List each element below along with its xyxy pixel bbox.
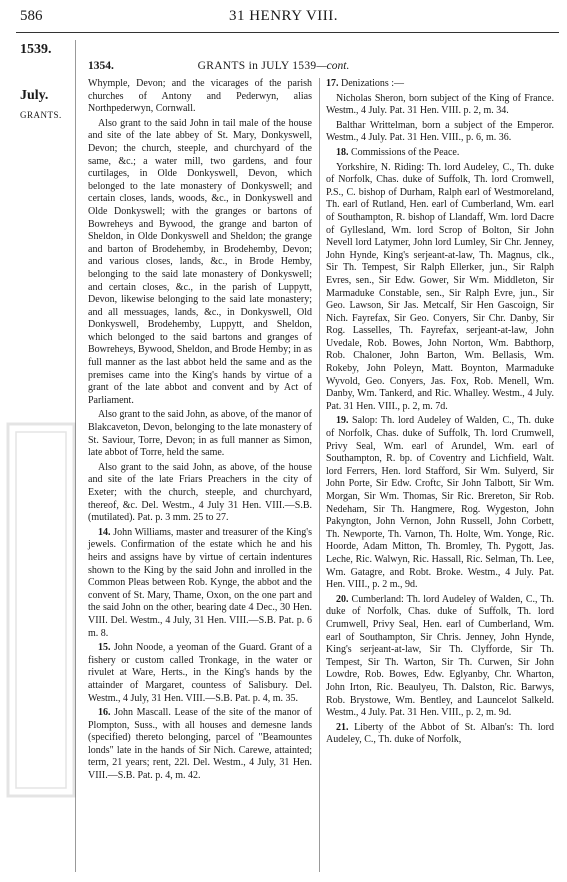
section-number: 1354.: [88, 60, 114, 72]
paragraph-text: John Noode, a yeoman of the Guard. Grant of a fishery or custom called Tronkage, in the water or rivulet at Ware, Herts., in the King's hands by the attainder of Margaret, countess of Salisbury. Del. Westm., 4 July, 31 Hen. VIII.—S.B. Pat. p. 4, m. 35.: [88, 642, 312, 704]
paragraph: [88, 409, 312, 459]
entry-paragraph: [88, 642, 312, 705]
paragraph-text: Commissions of the Peace.: [351, 146, 460, 158]
paragraph-text: John Mascall. Lease of the site of the manor of Plompton, Suss., with all houses and demesne lands (specified) thereto belonging, parcel of "Beamountes londs" late in the hands of Sir Nich. Carewe, attainted; term, 21 years; rent, 22l. Del. Westm., 4 July, 31 Hen. VIII.—S.B. Pat. p. 4, m. 42.: [88, 707, 312, 782]
paragraph-text: Balthar Writtelman, born a subject of the Emperor. Westm., 4 July. Pat. 31 Hen. VIII., p. 6, m. 36.: [326, 119, 554, 144]
entry-paragraph: [326, 147, 554, 160]
right-column: [326, 78, 554, 747]
paragraph-text: Salop: Th. lord Audeley of Walden, C., Th. duke of Norfolk, Chas. duke of Suffolk, Th. lord Crumwell, Privy Seal, Wm. earl of Arundel, Wm. earl of Southampton, R. bp. of Coventry and Lichfield, Walt. lord Ferrers, Hen. lord Stafford, Sir Wm. Sulyerd, Sir John Porte, Sir Edw. Croftc, Sir John Talbott, Sir Wm. Morgan, Sir Wm. Thomas, Sir Ric. Brereton, Sir Rob. Nedeham, Sir Th. Hangmere, Rog. Wygeston, John Pakyngton, John Vernon, John Russell, John Corbett, Th. Newporte, Th. Varnon, Th. Holte, Wm. Yonge, Ric. Hoorde, Adam Mitton, Th. Bromley, Th. Pygott, Jas. Leche, Ric. Walwyn, Ric. Hassall, Ric. Selman, Th. Lee, Wm. Gatagre, and Robt. Broke. Westm., 4 July. Pat. Hen. VIII., p. 2 m., 9d.: [326, 415, 554, 591]
section-suffix: —cont.: [316, 60, 350, 72]
entry-number: 18.: [336, 146, 349, 158]
running-head: 31 HENRY VIII.: [228, 8, 339, 24]
paragraph: [88, 78, 312, 116]
margin-year: 1539.: [20, 42, 52, 57]
paragraph-text: Cumberland: Th. lord Audeley of Walden, C., Th. duke of Norfolk, Chas. duke of Suffolk, Th. lord Crumwell, Privy Seal, Hen. earl of Cumberland, Wm. earl of Southampton, Sir Chris. Jenney, John Hynde, King's serjeant-at-law, Sir Th. Clyfforde, Sir Th. Tempest, Sir Th. Warton, Sir Th. Curwen, Sir John Lowdre, Rob. Bowes, Edw. Eglyanby, Chr. Wharton, John Irton, Ric. Beaulyeu, Th. Dalston, Ric. Barwys, Rob. Brystowe, Wm. Bentley, and Launcelot Salkeld. Westm., 4 July. Pat. 31 Hen. VIII., p. 2, m. 9d.: [326, 593, 554, 719]
paragraph-text: Whymple, Devon; and the vicarages of the parish churches of Antony and Pederwyn, alias Northpederwyn, Cornwall.: [88, 78, 312, 115]
section-title: GRANTS in JULY 1539: [197, 60, 317, 72]
section-heading: [88, 60, 558, 72]
entry-number: 17.: [326, 78, 339, 89]
entry-number: 14.: [98, 526, 111, 538]
entry-paragraph: [326, 722, 554, 747]
watermark-stamp: [2, 420, 80, 800]
paragraph: [326, 120, 554, 145]
paragraph-text: Also grant to the said John, as above, of the house and site of the late Friars Preachers in the city of Exeter; with the church, steeple, and churchyard, thereof, &c. Del. Westm., 4 July 31 Hen. VIII.—S.B. (mutilated). Pat. p. 3 mm. 25 to 27.: [88, 461, 312, 524]
paragraph-text: Liberty of the Abbot of St. Alban's: Th. lord Audeley, C., Th. duke of Norfolk,: [326, 721, 555, 746]
entry-number: 20.: [336, 593, 349, 605]
paragraph-text: Also grant to the said John in tail male of the house and site of the late abbey of St. Mary, Donkyswell, Devon; the church, steeple, and churchyard of the same, &c.; a water mill, two gardens, and four curtilages, in Olde Donkyswell, Devon, which belonged to the late monastery of Donkyswell; and certain closes, lands, woods, &c., in Donkyswell and Olde Donkyswell; with the granges or bartons of Bowreheys and Bywood, the grange and barton of Sheldon, in Olde Donkyswell and Sheldon; the grange and barton of Brodehemby, in Brodehemby, Devon; and various closes, lands, &c., in Brode Hemby, belonging to the said late monastery of Donkyswell; and certain closes, &c., in the parish of Luppytt, Devon, likewise belonging to the said late monastery; and all messuages, lands, &c., in Donkyswell, Old Donkyswell, Brodehemby, Luppytt, and Sheldon, which belonged to the said bartons and granges of Bowreheys, Bywood, Sheldon, and Brode Hemby; in as full manner as the last abbot held the same and as the premises came into the King's hands by virtue of a grant of the late abbot and convent and by Act of Parliament.: [88, 117, 312, 406]
paragraph-text: John Williams, master and treasurer of the King's jewels. Confirmation of the estate which he and his heirs and assigns have by virtue of certain indentures shown to the King by the said John and inrolled in the Common Pleas between Rob. Kynge, the abbot and the convent of St. Mary, Thame, Oxon, on the one part and the said John on the other, bearing date 4 Dec., 30 Hen. VIII. Del. Westm., 4 July, 31 Hen. VIII.—S.B. Pat. p. 6 m. 8.: [88, 526, 313, 639]
entry-paragraph: [326, 415, 554, 591]
paragraph-text: Nicholas Sheron, born subject of the King of France. Westm., 4 July. Pat. 31 Hen. VIII. p. 2, m. 34.: [326, 92, 554, 117]
column-rule: [319, 78, 320, 872]
left-column: [88, 78, 312, 783]
paragraph-text: Denizations :—: [341, 78, 405, 89]
entry-paragraph: [326, 78, 554, 91]
entry-number: 19.: [336, 415, 349, 427]
entry-paragraph: [88, 707, 312, 783]
paragraph-text: Yorkshire, N. Riding: Th. lord Audeley, C., Th. duke of Norfolk, Chas. duke of Suffolk, Th. lord Cromwell, P.S., C. bishop of Durham, Ralph earl of Westmoreland, Th. earl of Rutland, Hen. earl of Cumberland, Wm. earl of Southampton, R. bishop of Llandaff, Wm. lord Dacre of Gyllesland, Wm. lord Scrop of Bolton, Sir John Nevell lord Latymer, John lord Lumley, Sir Chr. Jenney, John Hynde, King's serjeant-at-law, Th. Magnus, clk., Sir Th. Tempest, Sir Ralph Ellerker, jun., Sir Ralph Evres, sen., Sir Edw. Gower, Sir Wm. Middleton, Sir Marmaduke Constable, sen., Sir Ralph Evre, jun., Sir Geo. Lawson, Sir Jas. Metcalf, Sir Hen Gascoign, Sir Nich. Fayrefax, Sir Geo. Conyers, Sir Chr. Danby, Sir Rog. Lasselles, Th. Fayrefax, serjeant-at-law, John Uvedale, Rob. Bowes, John Norton, Wm. Babthorp, Rob. Chaloner, John Barton, Wm. Bellasis, Wm. Rokeby, John Poleyn, Matt. Boynton, Marmaduke Wyvold, Geo. Conyers, Jas. Fox, Rob. Menell, Wm. Danby, Wm. Tankerd, and Ric. Whalley. Westm., 4 July. Pat. 31 Hen. VIII., p. 2, m. 7d.: [326, 161, 554, 412]
margin-label: GRANTS.: [20, 110, 62, 120]
paragraph: [326, 93, 554, 118]
entry-number: 21.: [336, 721, 349, 733]
entry-number: 16.: [98, 707, 111, 719]
paragraph: [88, 462, 312, 525]
paragraph: [326, 162, 554, 414]
entry-paragraph: [88, 527, 312, 640]
entry-paragraph: [326, 594, 554, 720]
entry-number: 15.: [98, 642, 111, 654]
paragraph: [88, 118, 312, 408]
paragraph-text: Also grant to the said John, as above, of the manor of Blakcaveton, Devon, belonging to the late monastery of St. Saviour, Torre, Devon; in as full manner as Simon, late abbot of Torre, held the same.: [88, 409, 312, 459]
page-number: 586: [20, 8, 43, 24]
header-rule: [16, 32, 559, 33]
margin-month: July.: [20, 88, 49, 103]
